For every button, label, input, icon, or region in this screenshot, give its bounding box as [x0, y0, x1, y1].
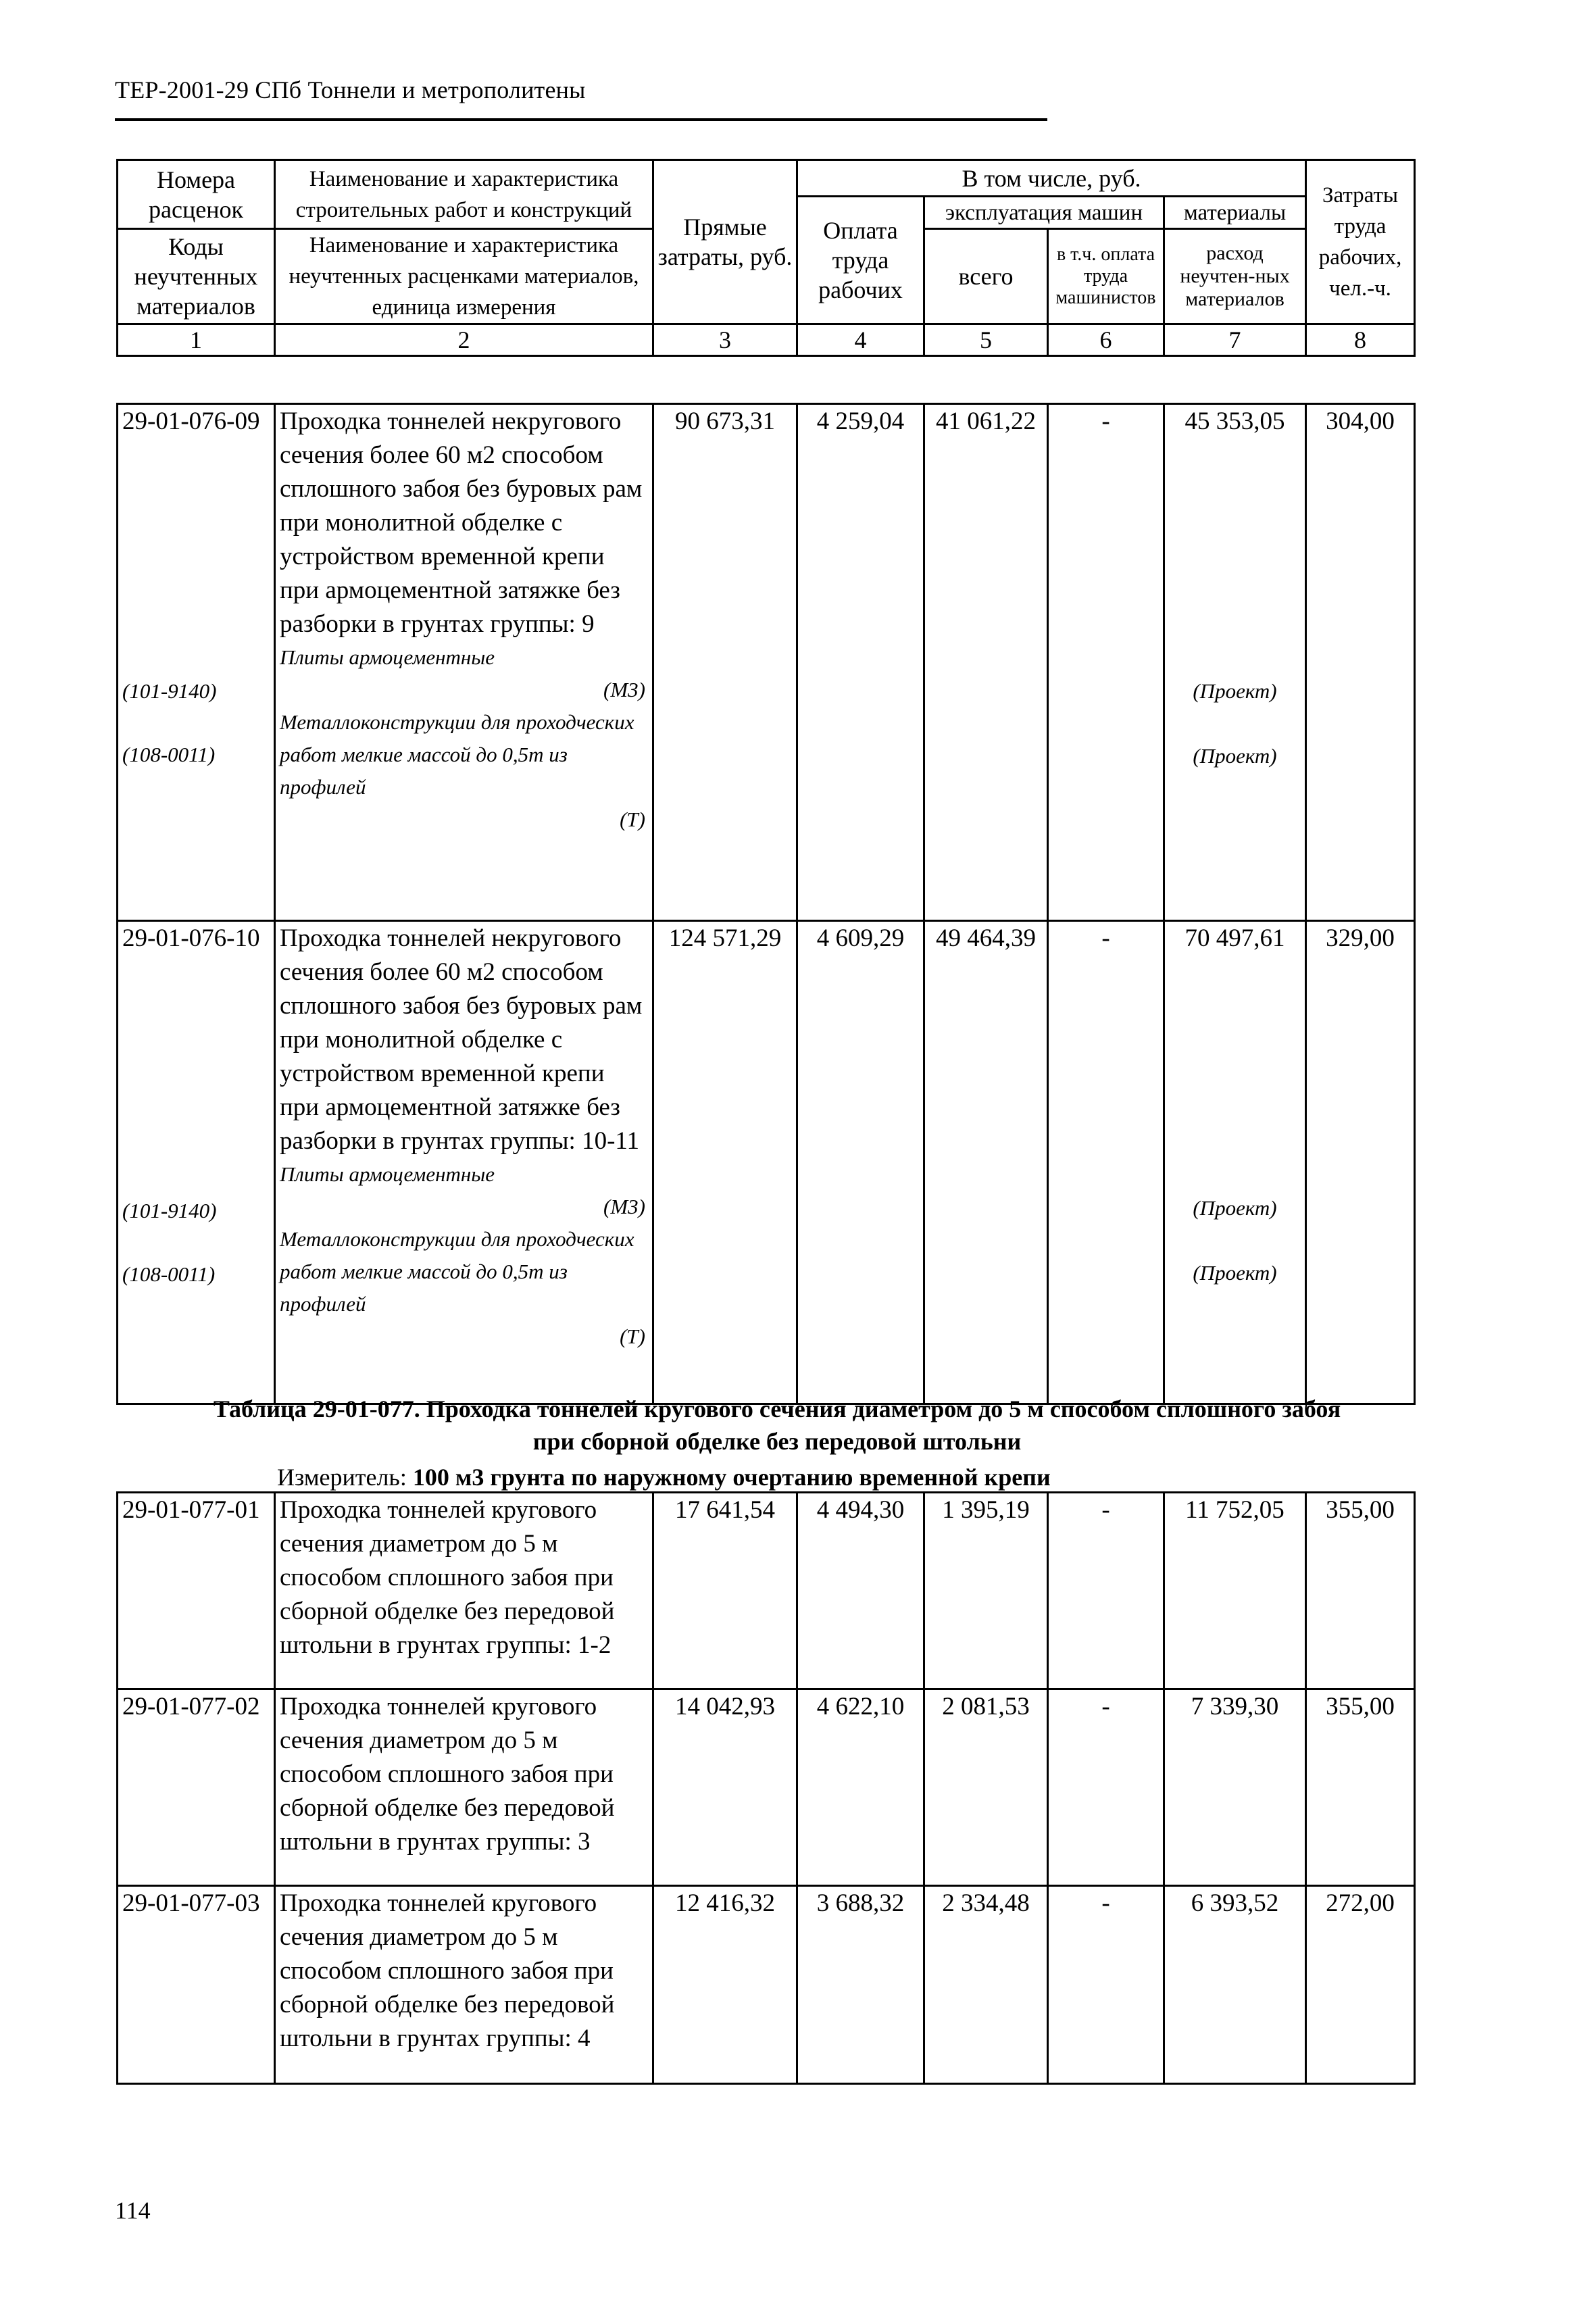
- material-code: (108-0011): [122, 743, 216, 766]
- material-project-value: (Проект): [1193, 744, 1277, 768]
- work-name: Проходка тоннелей кругового сечения диаметром до 5 м способом сплошного забоя при сборной обделке без передовой штольни в грунтах группы: 3: [275, 1689, 653, 1886]
- header-including-group: В том числе, руб.: [797, 160, 1306, 197]
- table-caption-line1: Таблица 29-01-077. Проходка тоннелей кругового сечения диаметром до 5 м способом сплошного забоя: [213, 1395, 1341, 1422]
- machines-total: 2 334,48: [924, 1886, 1048, 2084]
- header-direct-costs: Прямые затраты, руб.: [653, 160, 797, 324]
- material-name: Плиты армоцементные: [280, 645, 495, 669]
- labor-pay: 4 609,29: [797, 921, 924, 1404]
- header-machines-total: всего: [924, 229, 1048, 324]
- table-row: [118, 1493, 1415, 1689]
- work-name: Проходка тоннелей кругового сечения диаметром до 5 м способом сплошного забоя при сборной обделке без передовой штольни в грунтах группы: 4: [275, 1886, 653, 2084]
- direct-costs: 17 641,54: [653, 1493, 797, 1689]
- machines-total: 2 081,53: [924, 1689, 1048, 1886]
- material-unit: (Т): [620, 1324, 645, 1348]
- labor-hours: 355,00: [1306, 1493, 1415, 1689]
- header-material-name: Наименование и характеристика неучтенных расценками материалов, единица измерения: [275, 229, 653, 324]
- header-machines: эксплуатация машин: [924, 197, 1164, 229]
- header-num-4: 4: [797, 324, 924, 356]
- header-num-8: 8: [1306, 324, 1415, 356]
- table-header: [116, 159, 1416, 357]
- operators-pay: -: [1048, 404, 1164, 921]
- measure-value: 100 м3 грунта по наружному очертанию временной крепи: [412, 1464, 1051, 1491]
- material-code: (101-9140): [122, 1199, 217, 1222]
- rate-code: 29-01-077-01: [118, 1493, 275, 1689]
- operators-pay: -: [1048, 1493, 1164, 1689]
- header-operators-pay: в т.ч. оплата труда машинистов: [1048, 229, 1164, 324]
- materials-cell: [1164, 921, 1306, 1404]
- rate-code: 29-01-076-10: [122, 924, 260, 952]
- page-number: 114: [115, 2197, 151, 2224]
- labor-hours: 355,00: [1306, 1689, 1415, 1886]
- header-num-2: 2: [275, 324, 653, 356]
- material-name: Плиты армоцементные: [280, 1162, 495, 1186]
- rate-code: 29-01-077-03: [118, 1886, 275, 2084]
- material-unit: (М3): [603, 1195, 645, 1218]
- direct-costs: 14 042,93: [653, 1689, 797, 1886]
- header-work-name: Наименование и характеристика строительных работ и конструкций: [275, 160, 653, 229]
- header-num-3: 3: [653, 324, 797, 356]
- labor-pay: 4 622,10: [797, 1689, 924, 1886]
- table-row: [118, 404, 1415, 921]
- work-name-cell: [275, 921, 653, 1404]
- material-unit: (М3): [603, 678, 645, 701]
- table-caption-line2: при сборной обделке без передовой штольни: [532, 1428, 1022, 1455]
- labor-pay: 3 688,32: [797, 1886, 924, 2084]
- measure-label: Измеритель:: [277, 1464, 407, 1491]
- header-unaccounted-codes: Коды неучтенных материалов: [118, 229, 275, 324]
- rate-code-cell: [118, 404, 275, 921]
- header-unaccounted-materials: расход неучтен-ных материалов: [1164, 229, 1306, 324]
- direct-costs: 124 571,29: [653, 921, 797, 1404]
- operators-pay: -: [1048, 921, 1164, 1404]
- material-name: Металлоконструкции для проходческих работ мелкие массой до 0,5т из профилей: [280, 710, 634, 799]
- materials-value: 45 353,05: [1184, 407, 1285, 435]
- header-num-7: 7: [1164, 324, 1306, 356]
- work-name: Проходка тоннелей некругового сечения более 60 м2 способом сплошного забоя без буровых рам при монолитной обделке с устройством временной крепи при армоцементной затяжке без разборки в грунтах группы: 10-11: [280, 924, 643, 1155]
- labor-hours: 272,00: [1306, 1886, 1415, 2084]
- material-code: (101-9140): [122, 679, 217, 703]
- material-project-value: (Проект): [1193, 1196, 1277, 1220]
- rate-code: 29-01-076-09: [122, 407, 260, 435]
- materials-value: 6 393,52: [1164, 1886, 1306, 2084]
- material-project-value: (Проект): [1193, 1261, 1277, 1285]
- labor-hours: 329,00: [1306, 921, 1415, 1404]
- header-labor-pay: Оплата труда рабочих: [797, 197, 924, 324]
- page-title: ТЕР-2001-29 СПб Тоннели и метрополитены: [115, 76, 586, 103]
- header-num-5: 5: [924, 324, 1048, 356]
- labor-pay: 4 259,04: [797, 404, 924, 921]
- labor-hours: 304,00: [1306, 404, 1415, 921]
- header-num-1: 1: [118, 324, 275, 356]
- material-name: Металлоконструкции для проходческих работ мелкие массой до 0,5т из профилей: [280, 1227, 634, 1316]
- table-077: [116, 1491, 1416, 2085]
- header-materials: материалы: [1164, 197, 1306, 229]
- materials-cell: [1164, 404, 1306, 921]
- work-name: Проходка тоннелей кругового сечения диаметром до 5 м способом сплошного забоя при сборной обделке без передовой штольни в грунтах группы: 1-2: [275, 1493, 653, 1689]
- title-divider: [115, 118, 1047, 121]
- operators-pay: -: [1048, 1886, 1164, 2084]
- table-row: [118, 1689, 1415, 1886]
- table-076: [116, 403, 1416, 1405]
- machines-total: 41 061,22: [924, 404, 1048, 921]
- header-num-6: 6: [1048, 324, 1164, 356]
- table-row: [118, 1886, 1415, 2084]
- header-rate-numbers: Номера расценок: [118, 160, 275, 229]
- work-name: Проходка тоннелей некругового сечения более 60 м2 способом сплошного забоя без буровых рам при монолитной обделке с устройством временной крепи при армоцементной затяжке без разборки в грунтах группы: 9: [280, 407, 643, 638]
- materials-value: 7 339,30: [1164, 1689, 1306, 1886]
- material-project-value: (Проект): [1193, 679, 1277, 703]
- table-row: [118, 921, 1415, 1404]
- machines-total: 1 395,19: [924, 1493, 1048, 1689]
- materials-value: 11 752,05: [1164, 1493, 1306, 1689]
- direct-costs: 12 416,32: [653, 1886, 797, 2084]
- rate-code-cell: [118, 921, 275, 1404]
- header-labor-hours: Затраты труда рабочих, чел.-ч.: [1306, 160, 1415, 324]
- material-unit: (Т): [620, 808, 645, 831]
- labor-pay: 4 494,30: [797, 1493, 924, 1689]
- machines-total: 49 464,39: [924, 921, 1048, 1404]
- operators-pay: -: [1048, 1689, 1164, 1886]
- rate-code: 29-01-077-02: [118, 1689, 275, 1886]
- measure-unit: [277, 1463, 1051, 1491]
- direct-costs: 90 673,31: [653, 404, 797, 921]
- materials-value: 70 497,61: [1184, 924, 1285, 952]
- work-name-cell: [275, 404, 653, 921]
- material-code: (108-0011): [122, 1262, 216, 1286]
